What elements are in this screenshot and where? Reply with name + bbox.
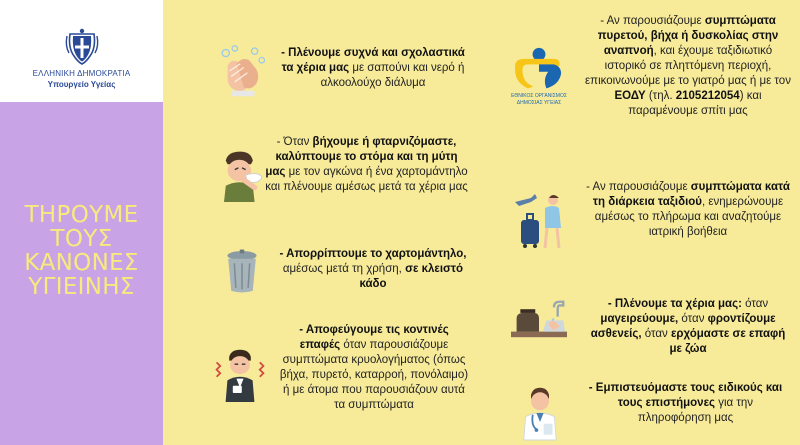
rule-item-travel-symptoms <box>505 180 795 280</box>
rule-text-segment: όταν <box>678 313 708 325</box>
rule-item-avoid-contact <box>205 318 475 438</box>
rule-item-symptoms-contact <box>505 14 795 164</box>
rule-text-segment: όταν <box>641 328 671 340</box>
greek-coat-of-arms-icon <box>64 26 100 66</box>
rule-text-segment: , και έχουμε ταξιδιωτικό ιστορικό σε πληττόμενη περιοχή, επικοινωνούμε με το γιατρό μας ή με τον <box>585 45 791 87</box>
rule-item-trust-experts <box>505 378 795 445</box>
rule-text-segment: ΕΟΔΥ <box>614 90 646 102</box>
ministry-name: Υπουργείο Υγείας <box>47 80 116 89</box>
rule-text-segment: ) και παραμένουμε σπίτι μας <box>628 90 762 117</box>
headline-line: ΤΟΥΣ <box>50 226 113 252</box>
rule-text-segment: - Αποφεύγουμε τις κοντινές επαφές <box>299 324 449 351</box>
rule-text <box>583 381 788 426</box>
rule-text-segment: - Εμπιστευόμαστε τους ειδικούς και τους επιστήμονες <box>588 382 783 409</box>
rule-text-segment: - Πλένουμε τα χέρια μας: <box>607 298 742 310</box>
rule-text-segment: , ενημερώνουμε αμέσως το πλήρωμα και αναζητούμε ιατρική βοήθεια <box>594 196 784 238</box>
sneezing-person-icon <box>215 146 269 204</box>
rule-text-segment: βήχουμε ή φταρνιζόμαστε, καλύπτουμε το στόμα και τη μύτη μας <box>265 136 458 178</box>
rule-text-segment: - Πλένουμε συχνά και σχολαστικά τα χέρια μας <box>281 47 465 74</box>
rule-text-segment: συμπτώματα κατά τη διάρκεια ταξιδιού <box>592 181 790 208</box>
rule-text-segment: - Αν παρουσιάζουμε <box>600 15 705 27</box>
eody-logo-icon <box>511 46 567 92</box>
rule-text-segment: φροντίζουμε ασθενείς, <box>590 313 776 340</box>
eody-caption: ΔΗΜΟΣΙΑΣ ΥΓΕΙΑΣ <box>516 100 562 106</box>
headline-line: ΥΓΙΕΙΝΗΣ <box>28 274 135 300</box>
rule-text-segment: - Όταν <box>276 136 313 148</box>
rule-text-segment: με τον αγκώνα ή ένα χαρτομάντηλο και πλένουμε αμέσως μετά τα χέρια μας <box>265 166 468 193</box>
trash-bin-icon <box>219 246 265 296</box>
rule-text-segment: με σαπούνι και νερό ή αλκοολούχο διάλυμα <box>320 62 465 89</box>
rule-item-tissue-disposal <box>205 240 475 300</box>
rule-text-segment: σε κλειστό κάδο <box>359 263 464 290</box>
rule-text <box>583 297 793 357</box>
government-name: ΕΛΛΗΝΙΚΗ ΔΗΜΟΚΡΑΤΙΑ <box>32 69 131 78</box>
rule-text-segment: συμπτώματα πυρετού, βήχα ή δυσκολίας στην αναπνοή <box>597 15 779 57</box>
rule-text-segment: για την πληροφόρηση μας <box>637 397 754 424</box>
headline <box>0 203 163 299</box>
kitchen-sink-icon <box>507 298 571 354</box>
rule-text-segment: - Αν παρουσιάζουμε <box>586 181 691 193</box>
traveler-icon <box>511 186 571 254</box>
headline-line: ΚΑΝΟΝΕΣ <box>24 250 139 276</box>
rule-text <box>583 14 793 119</box>
rule-text <box>278 46 468 91</box>
rule-text-segment: - Απορρίπτουμε το χαρτομάντηλο, <box>279 248 467 260</box>
eody-logo <box>505 46 573 116</box>
ministry-logo-area <box>0 0 163 102</box>
left-panel <box>0 0 163 445</box>
rule-text-segment: (τηλ. <box>645 90 676 102</box>
doctor-icon <box>513 382 567 444</box>
handwashing-icon <box>215 44 269 98</box>
rule-item-handwashing <box>205 38 475 118</box>
rule-text-segment: μαγειρεύουμε, <box>600 313 679 325</box>
rule-item-cough-etiquette <box>205 130 475 230</box>
rule-text <box>264 135 469 195</box>
headline-line: ΤΗΡΟΥΜΕ <box>24 202 139 228</box>
sick-person-icon <box>213 346 267 404</box>
rule-text <box>278 323 470 413</box>
rule-text-segment: όταν <box>741 298 769 310</box>
rule-text-segment: 2105212054 <box>675 90 740 102</box>
rule-item-handwashing-situations <box>505 296 795 366</box>
rule-text-segment: αμέσως μετά τη χρήση, <box>282 263 406 275</box>
rule-text-segment: ερχόμαστε σε επαφή με ζώα <box>669 328 786 355</box>
rule-text <box>278 247 468 292</box>
rule-text-segment: όταν παρουσιάζουμε συμπτώματα κρυολογήματος (όπως βήχα, πυρετό, καταρροή, πονόλαιμο) ή με άτομα που παρουσιάζουν αυτά τα συμπτώματα <box>279 339 469 411</box>
eody-caption: ΕΘΝΙΚΟΣ ΟΡΓΑΝΙΣΜΟΣ <box>511 93 567 99</box>
rule-text <box>583 180 793 240</box>
